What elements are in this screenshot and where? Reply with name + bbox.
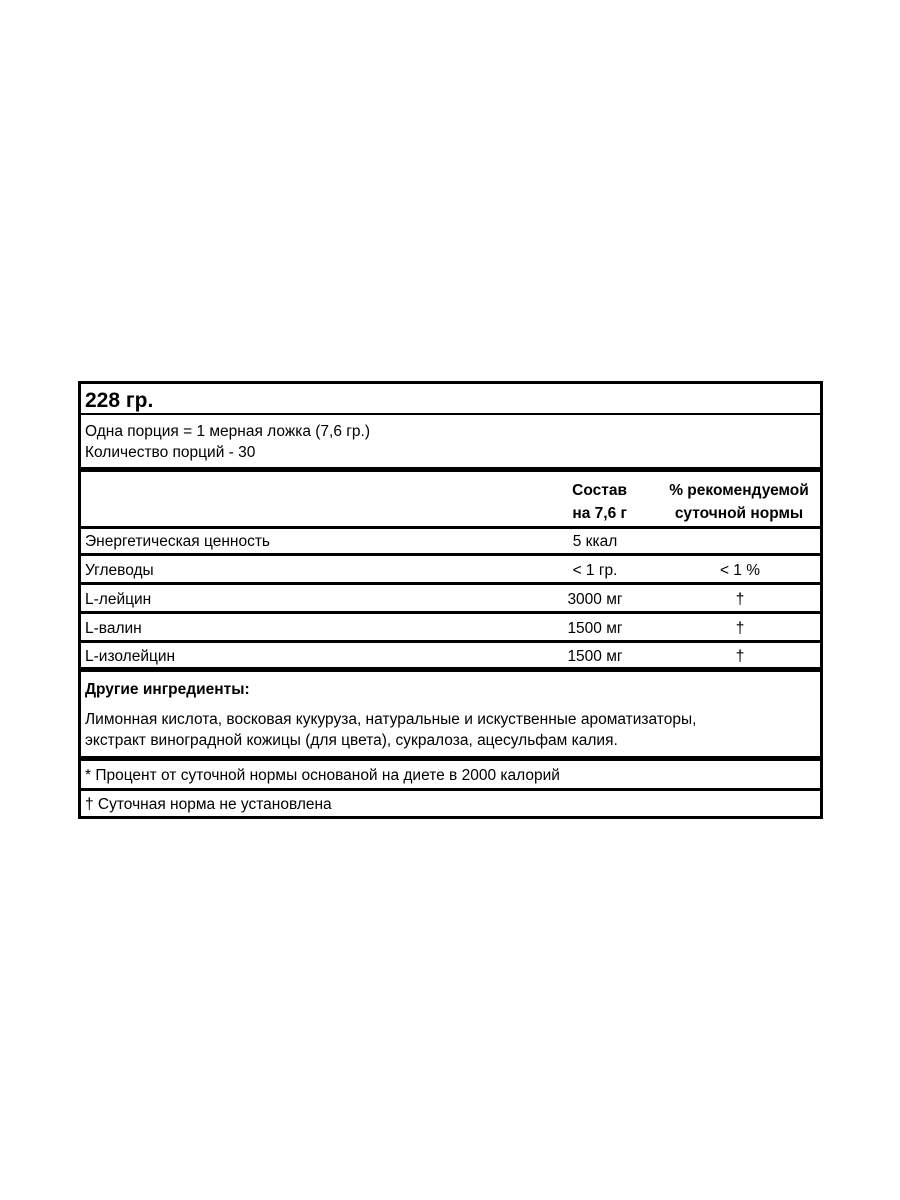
nutrient-amount: 5 ккал <box>572 533 618 550</box>
servings-count: Количество порций - 30 <box>85 444 256 461</box>
divider <box>81 526 820 529</box>
package-weight: 228 гр. <box>85 389 154 412</box>
other-ingredients-title: Другие ингредиенты: <box>85 681 250 698</box>
nutrient-name: Энергетическая ценность <box>85 533 270 550</box>
divider <box>81 788 820 791</box>
serving-size: Одна порция = 1 мерная ложка (7,6 гр.) <box>85 423 371 440</box>
thick-divider <box>81 467 820 472</box>
divider <box>81 582 820 585</box>
other-ingredients-line: Лимонная кислота, восковая кукуруза, натуральные и искуственные ароматизаторы, <box>85 711 697 728</box>
nutrient-daily: † <box>735 591 745 608</box>
nutrient-amount: < 1 гр. <box>572 562 618 579</box>
nutrition-facts-panel <box>78 381 823 819</box>
other-ingredients-line: экстракт виноградной кожицы (для цвета), сукралоза, ацесульфам калия. <box>85 732 618 749</box>
thick-divider <box>81 756 820 761</box>
col-amount-header-line1: Состав <box>572 482 627 499</box>
nutrient-name: L-изолейцин <box>85 648 176 665</box>
col-daily-header-line1: % рекомендуемой <box>669 482 809 499</box>
nutrient-amount: 1500 мг <box>567 620 623 637</box>
divider <box>81 611 820 614</box>
nutrient-name: L-валин <box>85 620 142 637</box>
nutrient-daily: † <box>735 620 745 637</box>
footnote-not-established: † Суточная норма не установлена <box>85 796 332 813</box>
col-daily-header-line2: суточной нормы <box>674 505 804 522</box>
col-amount-header-line2: на 7,6 г <box>572 505 627 522</box>
divider <box>81 413 820 415</box>
divider <box>81 553 820 556</box>
nutrient-amount: 1500 мг <box>567 648 623 665</box>
nutrient-daily: < 1 % <box>719 562 761 579</box>
divider <box>81 640 820 643</box>
thick-divider <box>81 667 820 672</box>
nutrient-name: L-лейцин <box>85 591 152 608</box>
footnote-daily-value: * Процент от суточной нормы основаной на диете в 2000 калорий <box>85 767 560 784</box>
nutrient-daily: † <box>735 648 745 665</box>
nutrient-amount: 3000 мг <box>567 591 623 608</box>
nutrient-name: Углеводы <box>85 562 154 579</box>
